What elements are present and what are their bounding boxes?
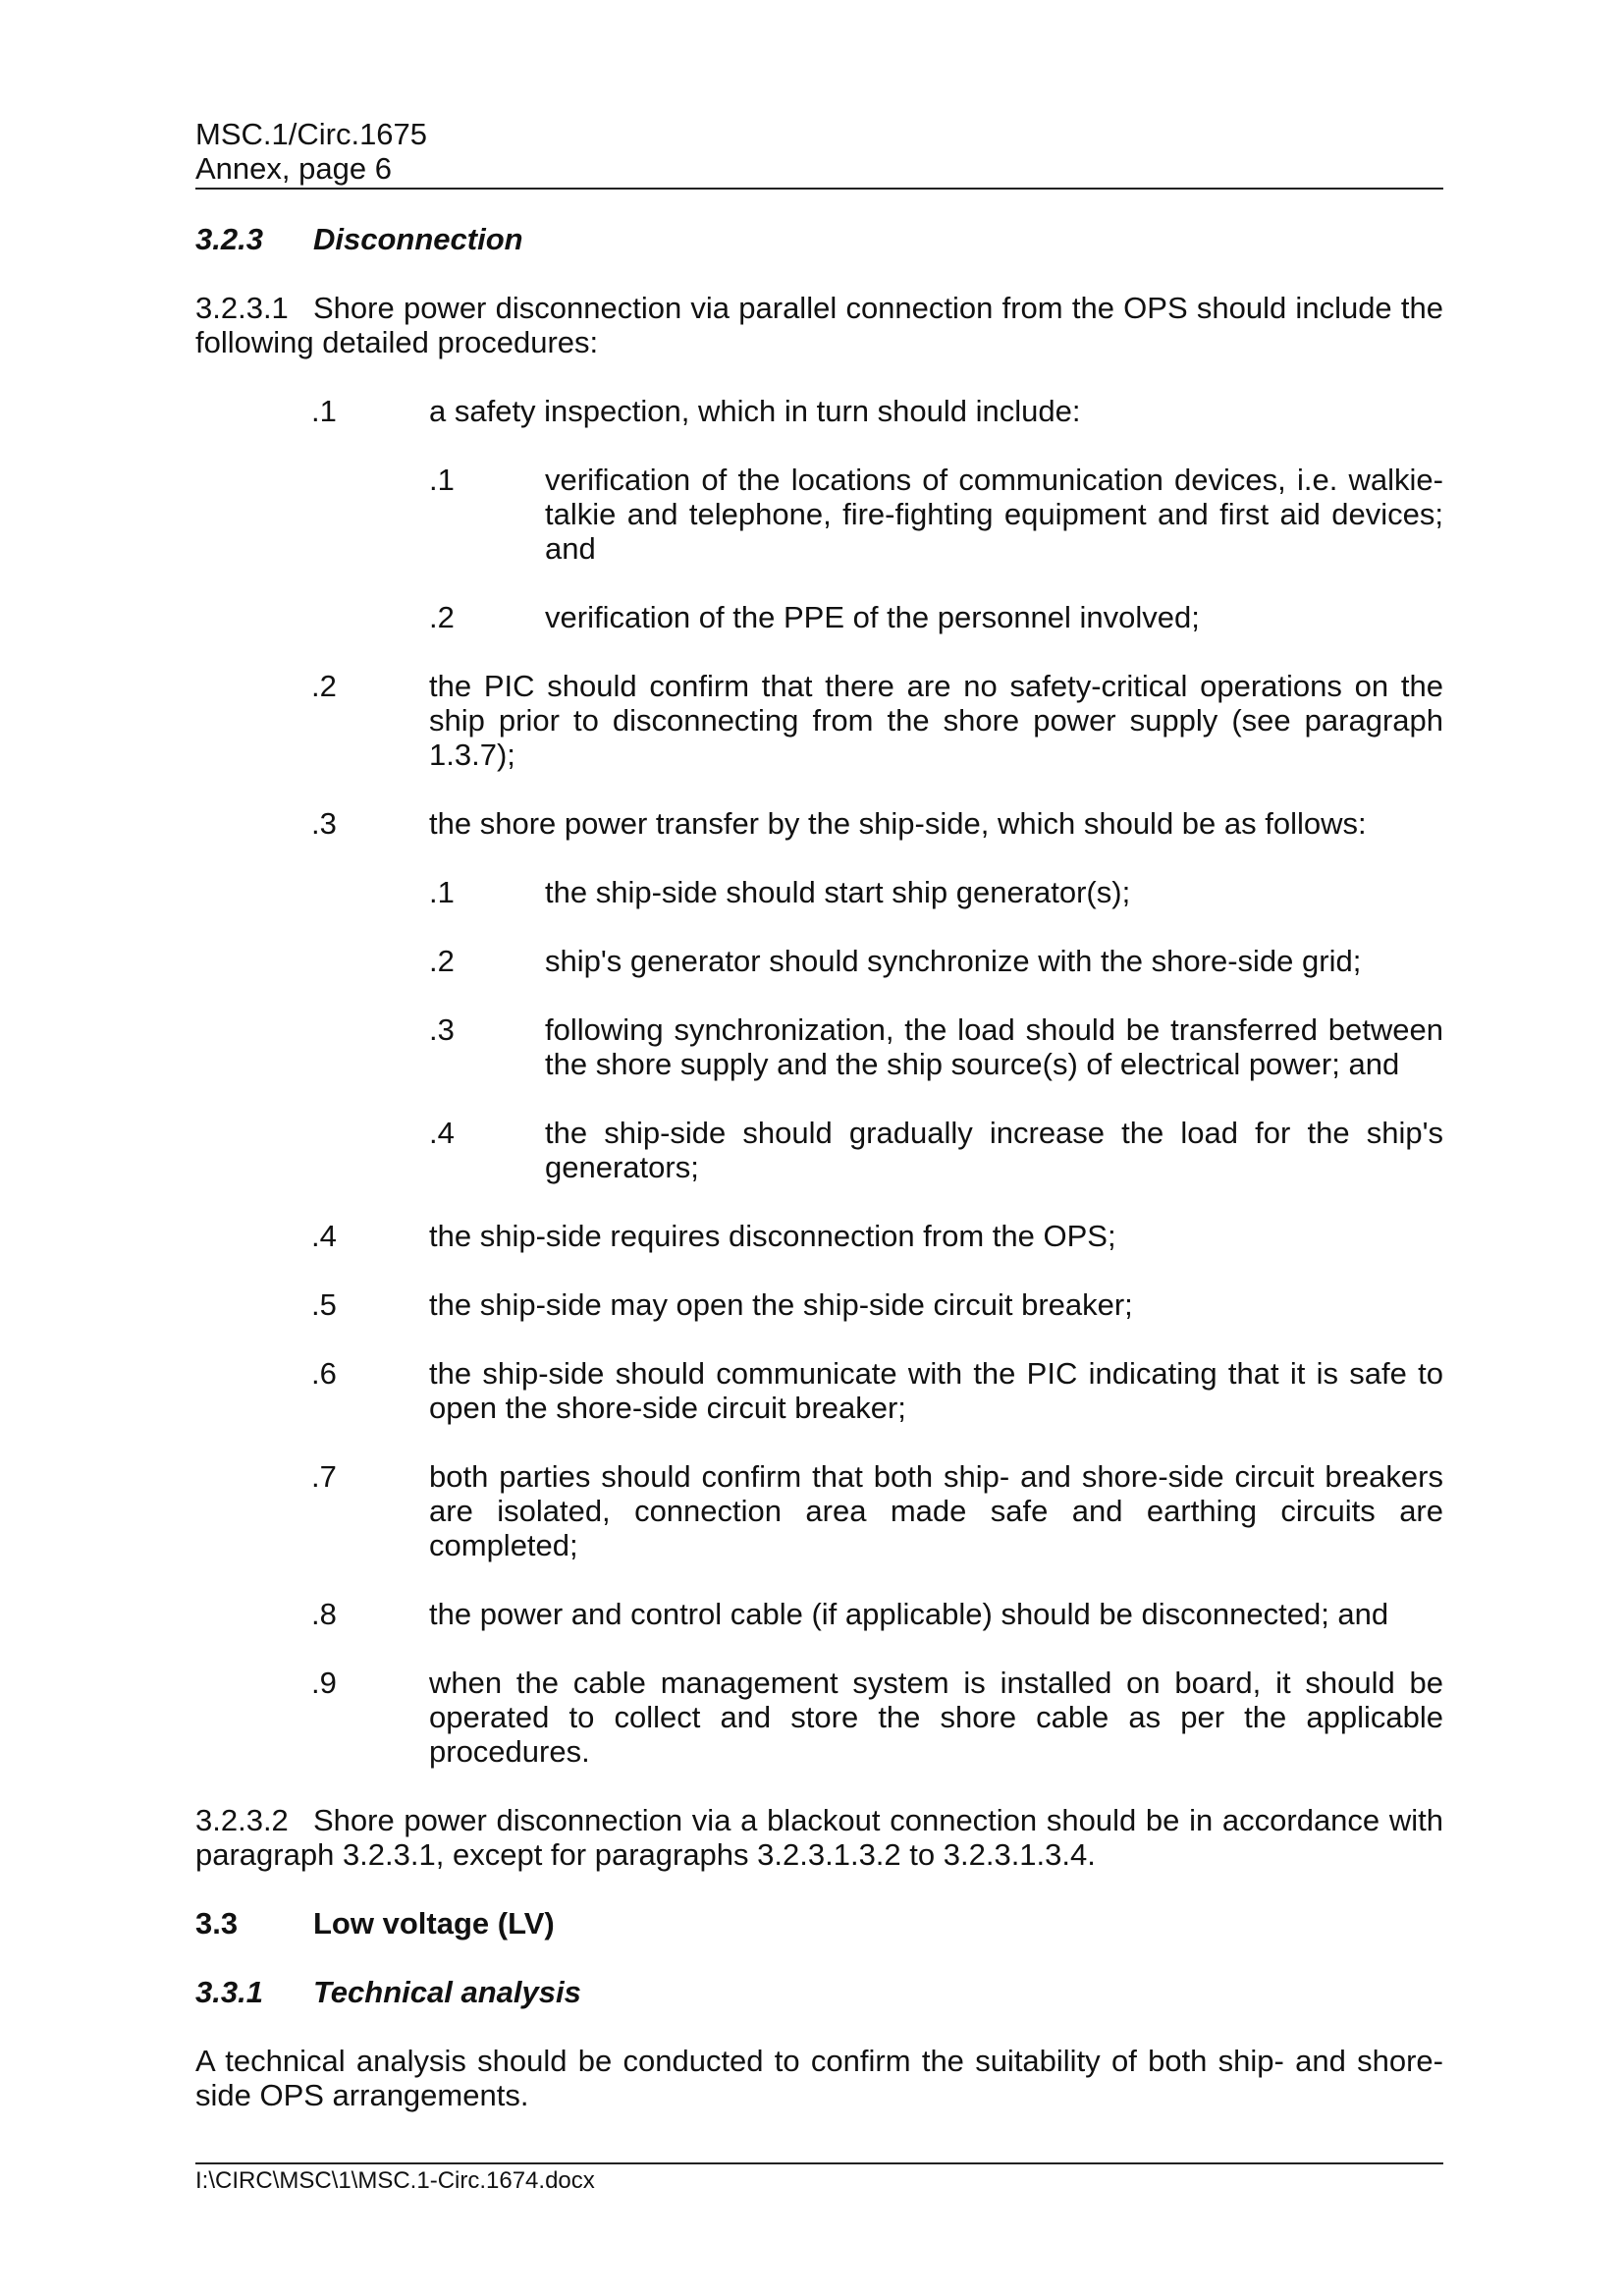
sub-list-item — [195, 600, 1443, 634]
sub-list-item — [195, 463, 1443, 566]
paragraph-text: A technical analysis should be conducted to confirm the suitability of both ship- and shore-side OPS arrangements. — [195, 2044, 1443, 2112]
paragraph-text: Shore power disconnection via a blackout connection should be in accordance with paragraph 3.2.3.1, except for paragraphs 3.2.3.1.3.2 to 3.2.3.1.3.4. — [195, 1803, 1443, 1872]
heading-number: 3.2.3 — [195, 222, 263, 256]
list-item-number: .3 — [311, 806, 337, 841]
list-item-number: .4 — [429, 1116, 455, 1150]
sub-list-item — [195, 944, 1443, 978]
list-item-text: when the cable management system is installed on board, it should be operated to collect and store the shore cable as per the applicable procedures. — [429, 1666, 1443, 1769]
list-item-text: both parties should confirm that both ship- and shore-side circuit breakers are isolated, connection area made safe and earthing circuits are completed; — [429, 1459, 1443, 1562]
list-item — [195, 669, 1443, 772]
list-item-number: .2 — [311, 669, 337, 703]
page-header — [195, 117, 1443, 186]
list-item-text: the ship-side should start ship generator(s); — [545, 875, 1131, 909]
list-item-number: .1 — [311, 394, 337, 428]
list-item-number: .8 — [311, 1597, 337, 1631]
footer-divider — [195, 2162, 1443, 2164]
list-item-text: the power and control cable (if applicable) should be disconnected; and — [429, 1597, 1389, 1631]
list-item-number: .5 — [311, 1287, 337, 1322]
list-item — [195, 394, 1443, 428]
list-item-number: .9 — [311, 1666, 337, 1700]
list-item — [195, 1597, 1443, 1631]
paragraph-text: Shore power disconnection via parallel connection from the OPS should include the following detailed procedures: — [195, 291, 1443, 359]
paragraph-3-3-1 — [195, 2044, 1443, 2112]
list-item-text: the ship-side should gradually increase the load for the ship's generators; — [545, 1116, 1443, 1184]
list-item-number: .2 — [429, 600, 455, 634]
list-item-text: the shore power transfer by the ship-side, which should be as follows: — [429, 806, 1367, 841]
page-content — [195, 222, 1443, 2147]
list-item-number: .4 — [311, 1219, 337, 1253]
list-item-text: the PIC should confirm that there are no safety-critical operations on the ship prior to disconnecting from the shore power supply (see paragraph 1.3.7); — [429, 669, 1443, 772]
heading-3-3 — [195, 1906, 1443, 1941]
sub-list-item — [195, 1012, 1443, 1081]
list-item — [195, 1219, 1443, 1253]
heading-title: Low voltage (LV) — [313, 1906, 555, 1941]
list-item-text: the ship-side may open the ship-side circuit breaker; — [429, 1287, 1133, 1322]
list-item-number: .6 — [311, 1356, 337, 1391]
heading-3-3-1 — [195, 1975, 1443, 2009]
list-item-text: a safety inspection, which in turn should include: — [429, 394, 1081, 428]
paragraph-number: 3.2.3.1 — [195, 291, 289, 325]
list-item-number: .3 — [429, 1012, 455, 1047]
list-item — [195, 1459, 1443, 1562]
list-item-number: .1 — [429, 875, 455, 909]
list-item-number: .7 — [311, 1459, 337, 1494]
sub-list-item — [195, 875, 1443, 909]
list-item-text: the ship-side requires disconnection from the OPS; — [429, 1219, 1116, 1253]
paragraph-number: 3.2.3.2 — [195, 1803, 289, 1837]
header-divider — [195, 188, 1443, 190]
heading-title: Technical analysis — [313, 1975, 581, 2009]
list-item-number: .1 — [429, 463, 455, 497]
heading-number: 3.3.1 — [195, 1975, 263, 2009]
page-label: Annex, page 6 — [195, 151, 392, 186]
list-item-text: the ship-side should communicate with the PIC indicating that it is safe to open the shore-side circuit breaker; — [429, 1356, 1443, 1425]
list-item-text: following synchronization, the load should be transferred between the shore supply and the ship source(s) of electrical power; and — [545, 1012, 1443, 1081]
list-item — [195, 1287, 1443, 1322]
list-item-number: .2 — [429, 944, 455, 978]
heading-number: 3.3 — [195, 1906, 239, 1941]
paragraph-3-2-3-2 — [195, 1803, 1443, 1872]
list-item — [195, 1666, 1443, 1769]
list-item-text: verification of the PPE of the personnel involved; — [545, 600, 1200, 634]
heading-title: Disconnection — [313, 222, 523, 256]
list-item-text: verification of the locations of communication devices, i.e. walkie-talkie and telephone, fire-fighting equipment and first aid devices; and — [545, 463, 1443, 566]
sub-list-item — [195, 1116, 1443, 1184]
list-item-text: ship's generator should synchronize with the shore-side grid; — [545, 944, 1362, 978]
list-item — [195, 1356, 1443, 1425]
footer-file-path: I:\CIRC\MSC\1\MSC.1-Circ.1674.docx — [195, 2167, 595, 2194]
heading-3-2-3 — [195, 222, 1443, 256]
list-item — [195, 806, 1443, 841]
paragraph-3-2-3-1 — [195, 291, 1443, 359]
doc-reference: MSC.1/Circ.1675 — [195, 117, 428, 151]
